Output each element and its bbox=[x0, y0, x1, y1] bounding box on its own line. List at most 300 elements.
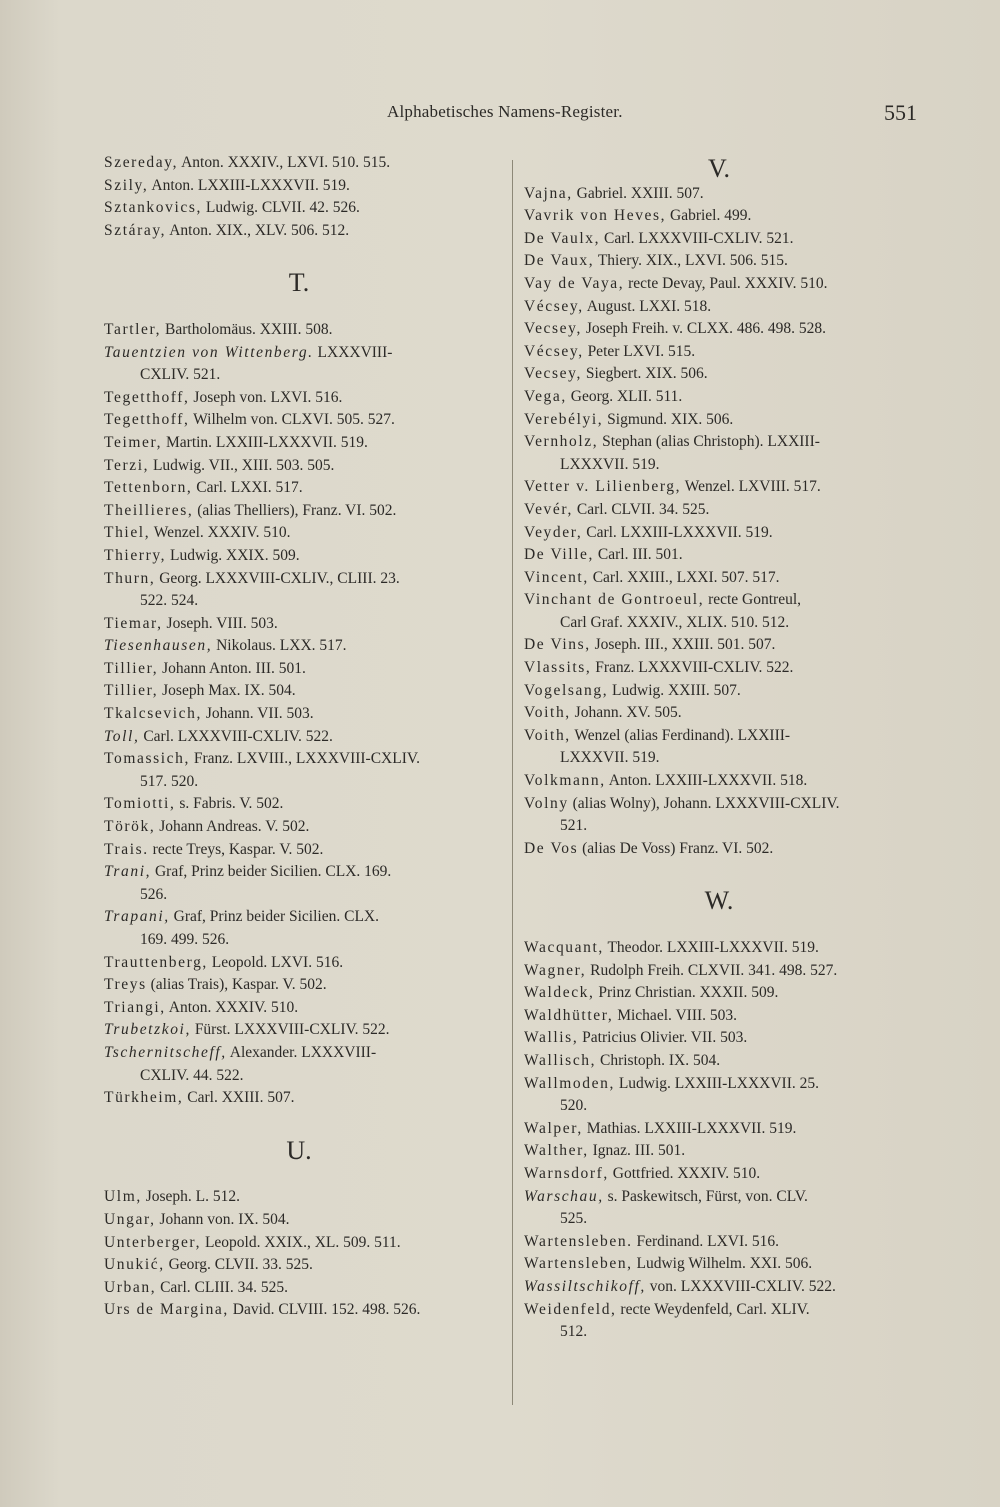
entry-line bbox=[524, 838, 914, 861]
entry-line bbox=[104, 152, 494, 175]
entry-line bbox=[104, 1232, 494, 1255]
entry-line bbox=[524, 634, 914, 657]
entry-details: Carl. LXXI. 517. bbox=[196, 479, 303, 497]
entry-details: LXXXVIII- bbox=[317, 343, 393, 361]
letter-heading-v: V. bbox=[708, 154, 730, 183]
entry-line bbox=[104, 793, 494, 816]
entry-line bbox=[524, 1299, 914, 1322]
entry-line bbox=[104, 1209, 494, 1232]
entry-details: Graf, Prinz beider Sicilien. CLX. 169. bbox=[154, 863, 392, 881]
entry-line bbox=[524, 250, 914, 273]
entry-details: Johann Anton. III. 501. bbox=[162, 659, 306, 677]
register-entry bbox=[524, 770, 914, 793]
entry-name: Terzi, bbox=[104, 456, 150, 474]
register-entry bbox=[524, 680, 914, 703]
register-entry bbox=[524, 657, 914, 680]
entry-name: Tillier, bbox=[104, 682, 159, 700]
entry-details: Franz. LXVIII., LXXXVIII-CXLIV. bbox=[193, 750, 420, 768]
entry-name: Walper, bbox=[524, 1119, 583, 1137]
entry-line bbox=[524, 205, 914, 228]
entry-details: Carl. XXIII. 507. bbox=[187, 1089, 295, 1107]
register-entry bbox=[524, 960, 914, 983]
register-entry bbox=[104, 319, 494, 342]
entry-line bbox=[104, 1254, 494, 1277]
register-entry bbox=[104, 906, 494, 951]
entry-name: Trauttenberg, bbox=[104, 953, 208, 971]
entry-line bbox=[524, 589, 914, 612]
entry-line bbox=[104, 861, 494, 884]
entry-line bbox=[104, 220, 494, 243]
entry-name: Warnsdorf, bbox=[524, 1164, 609, 1182]
entry-line bbox=[104, 1087, 494, 1110]
entry-name: Unukić, bbox=[104, 1256, 165, 1274]
entry-details: Nikolaus. LXX. 517. bbox=[216, 637, 347, 655]
entry-details: Johann Andreas. V. 502. bbox=[159, 818, 310, 836]
entry-line bbox=[524, 409, 914, 432]
entry-continuation: 169. 499. 526. bbox=[140, 931, 230, 948]
register-entry bbox=[104, 1232, 494, 1255]
entry-name: Veyder, bbox=[524, 523, 583, 541]
section-v bbox=[524, 183, 914, 861]
entry-details: Graf, Prinz beider Sicilien. CLX. bbox=[173, 908, 379, 926]
entry-details: Gabriel. XXIII. 507. bbox=[576, 184, 704, 202]
entry-line bbox=[104, 816, 494, 839]
entry-line bbox=[104, 175, 494, 198]
entry-details: Ludwig. CLVII. 42. 526. bbox=[205, 199, 360, 217]
entry-continuation: 526. bbox=[140, 885, 168, 903]
entry-continuation: 521. bbox=[560, 817, 588, 835]
entry-details: Franz. LXXXVIII-CXLIV. 522. bbox=[595, 659, 794, 677]
right-column bbox=[524, 154, 914, 1344]
entry-details: Stephan (alias Christoph). LXXIII- bbox=[602, 433, 820, 451]
entry-line bbox=[524, 1118, 914, 1141]
entry-details: Georg. CLVII. 33. 525. bbox=[168, 1256, 313, 1274]
entry-line bbox=[104, 432, 494, 455]
entry-line bbox=[524, 318, 914, 341]
register-entry bbox=[524, 409, 914, 432]
entry-line bbox=[104, 1186, 494, 1209]
entry-continuation: 522. 524. bbox=[140, 592, 199, 610]
register-entry bbox=[104, 220, 494, 243]
entry-line bbox=[524, 544, 914, 567]
entry-line bbox=[524, 1186, 914, 1209]
entry-line bbox=[104, 635, 494, 658]
section-t bbox=[104, 319, 494, 1110]
entry-continuation: 525. bbox=[560, 1210, 588, 1228]
entry-line bbox=[104, 1299, 494, 1322]
entry-details: Carl. LXXIII-LXXXVII. 519. bbox=[586, 523, 773, 541]
entry-details: Carl. XXIII., LXXI. 507. 517. bbox=[592, 568, 780, 586]
entry-name: Tettenborn, bbox=[104, 479, 193, 497]
entry-name: Voith, bbox=[524, 726, 571, 744]
entry-details: recte Treys, Kaspar. V. 502. bbox=[152, 840, 324, 858]
entry-line bbox=[524, 522, 914, 545]
entry-details: Fürst. LXXXVIII-CXLIV. 522. bbox=[194, 1021, 390, 1039]
entry-name: Vetter v. Lilienberg, bbox=[524, 478, 682, 496]
entry-name: Vay de Vaya, bbox=[524, 274, 625, 292]
entry-name: Tschernitscheff, bbox=[104, 1043, 227, 1061]
entry-line bbox=[104, 455, 494, 478]
register-entry bbox=[524, 1253, 914, 1276]
entry-details: (alias Thelliers), Franz. VI. 502. bbox=[197, 501, 397, 519]
register-entry bbox=[524, 476, 914, 499]
entry-name: De Vins, bbox=[524, 636, 591, 654]
register-entry bbox=[524, 793, 914, 838]
entry-line bbox=[104, 568, 494, 591]
entry-name: Tartler, bbox=[104, 320, 162, 338]
entry-line bbox=[524, 960, 914, 983]
entry-name: Tiemar, bbox=[104, 614, 163, 632]
entry-name: Vécsey, bbox=[524, 342, 584, 360]
register-entry bbox=[104, 997, 494, 1020]
register-entry bbox=[104, 861, 494, 906]
entry-details: Gabriel. 499. bbox=[670, 207, 752, 225]
register-entry bbox=[524, 702, 914, 725]
entry-details: Wenzel. XXXIV. 510. bbox=[153, 524, 291, 542]
entry-line bbox=[104, 726, 494, 749]
register-entry bbox=[104, 793, 494, 816]
register-entry bbox=[104, 545, 494, 568]
entry-details: Anton. XIX., XLV. 506. 512. bbox=[169, 221, 350, 239]
register-entry bbox=[524, 1186, 914, 1231]
register-entry bbox=[524, 1299, 914, 1344]
entry-name: Vlassits, bbox=[524, 659, 592, 677]
entry-name: Tegetthoff, bbox=[104, 388, 190, 406]
register-entry bbox=[524, 341, 914, 364]
entry-continuation: CXLIV. 521. bbox=[140, 366, 221, 384]
register-entry bbox=[524, 544, 914, 567]
entry-name: Trubetzkoi, bbox=[104, 1021, 191, 1039]
letter-heading-w: W. bbox=[704, 886, 734, 916]
entry-name: Ulm, bbox=[104, 1188, 142, 1206]
entry-line bbox=[104, 1277, 494, 1300]
entry-line bbox=[104, 839, 494, 862]
page-number: 551 bbox=[884, 100, 917, 125]
entry-line bbox=[524, 341, 914, 364]
register-entry bbox=[104, 197, 494, 220]
running-title: Alphabetisches Namens-Register. bbox=[387, 102, 623, 121]
register-entry bbox=[524, 982, 914, 1005]
register-entry bbox=[524, 273, 914, 296]
entry-name: Wallis, bbox=[524, 1029, 579, 1047]
entry-details: Joseph. III., XXIII. 501. 507. bbox=[594, 636, 776, 654]
entry-name: Wallmoden, bbox=[524, 1074, 615, 1092]
entry-line bbox=[104, 477, 494, 500]
entry-name: Wacquant, bbox=[524, 939, 604, 956]
entry-name: Walther, bbox=[524, 1142, 589, 1160]
entry-details: Johann. VII. 503. bbox=[205, 705, 314, 723]
entry-details: Alexander. LXXXVIII- bbox=[229, 1043, 377, 1061]
entry-details: Ludwig. VII., XIII. 503. 505. bbox=[152, 456, 335, 474]
entry-line bbox=[524, 982, 914, 1005]
entry-name: Tillier, bbox=[104, 659, 159, 677]
entry-line bbox=[524, 273, 914, 296]
entry-details: Gottfried. XXXIV. 510. bbox=[612, 1164, 761, 1182]
section-s bbox=[104, 152, 494, 242]
entry-name: Trapani, bbox=[104, 908, 170, 926]
entry-continuation: 517. 520. bbox=[140, 772, 199, 790]
entry-line bbox=[524, 476, 914, 499]
entry-name: Vevér, bbox=[524, 500, 574, 518]
entry-details: Johann von. IX. 504. bbox=[159, 1210, 290, 1228]
entry-line bbox=[104, 545, 494, 568]
entry-line bbox=[524, 1027, 914, 1050]
register-entry bbox=[524, 499, 914, 522]
register-entry bbox=[524, 1073, 914, 1118]
entry-name: Thiel, bbox=[104, 524, 151, 542]
entry-line bbox=[104, 748, 494, 771]
entry-line bbox=[524, 937, 914, 960]
entry-name: Volny bbox=[524, 794, 569, 812]
entry-name: Vavrik von Heves, bbox=[524, 207, 667, 225]
entry-continuation: 512. bbox=[560, 1323, 588, 1341]
entry-line bbox=[104, 703, 494, 726]
register-entry bbox=[524, 363, 914, 386]
register-entry bbox=[104, 387, 494, 410]
entry-line bbox=[524, 725, 914, 748]
entry-details: Wenzel (alias Ferdinand). LXXIII- bbox=[574, 726, 791, 744]
entry-line bbox=[524, 680, 914, 703]
entry-name: Wallisch, bbox=[524, 1051, 597, 1069]
entry-continuation: 520. bbox=[560, 1097, 588, 1115]
entry-line bbox=[524, 363, 914, 386]
register-entry bbox=[104, 635, 494, 658]
entry-line bbox=[524, 499, 914, 522]
entry-line bbox=[104, 500, 494, 523]
entry-continuation: CXLIV. 44. 522. bbox=[140, 1066, 244, 1084]
register-entry bbox=[104, 1087, 494, 1110]
entry-details: Wilhelm von. CLXVI. 505. 527. bbox=[193, 411, 395, 429]
entry-details: Ignaz. III. 501. bbox=[592, 1142, 686, 1160]
entry-line bbox=[104, 906, 494, 929]
register-entry bbox=[524, 589, 914, 634]
register-entry bbox=[524, 205, 914, 228]
entry-name: Teimer, bbox=[104, 433, 163, 451]
register-entry bbox=[104, 1209, 494, 1232]
entry-line bbox=[524, 228, 914, 251]
register-entry bbox=[104, 175, 494, 198]
entry-line bbox=[524, 296, 914, 319]
entry-line bbox=[524, 567, 914, 590]
register-entry bbox=[524, 250, 914, 273]
register-entry bbox=[524, 1163, 914, 1186]
register-entry bbox=[524, 1231, 914, 1254]
letter-heading-u: U. bbox=[286, 1135, 312, 1165]
entry-line bbox=[524, 1276, 914, 1299]
entry-details: Thiery. XIX., LXVI. 506. 515. bbox=[597, 252, 788, 270]
register-entry bbox=[104, 703, 494, 726]
register-entry bbox=[524, 1027, 914, 1050]
entry-line bbox=[524, 1050, 914, 1073]
entry-line bbox=[524, 1005, 914, 1028]
entry-name: Sztáray, bbox=[104, 221, 167, 239]
register-entry bbox=[104, 839, 494, 862]
entry-line bbox=[104, 613, 494, 636]
entry-details: von. LXXXVIII-CXLIV. 522. bbox=[649, 1277, 836, 1295]
entry-name: Vecsey, bbox=[524, 365, 582, 383]
register-entry bbox=[524, 296, 914, 319]
register-entry bbox=[524, 1005, 914, 1028]
entry-name: Weidenfeld, bbox=[524, 1300, 617, 1318]
left-column bbox=[104, 152, 494, 1322]
entry-details: Ludwig. XXIX. 509. bbox=[170, 546, 300, 564]
entry-details: Peter LXVI. 515. bbox=[587, 342, 696, 360]
entry-line bbox=[524, 1073, 914, 1096]
entry-details: Carl. CLVII. 34. 525. bbox=[576, 500, 710, 518]
entry-name: De Vaulx, bbox=[524, 229, 601, 247]
entry-details: (alias Trais), Kaspar. V. 502. bbox=[150, 976, 327, 994]
entry-details: Christoph. IX. 504. bbox=[600, 1051, 721, 1069]
register-entry bbox=[104, 1019, 494, 1042]
entry-name: Trais. bbox=[104, 840, 149, 858]
register-entry bbox=[524, 937, 914, 960]
entry-details: s. Fabris. V. 502. bbox=[179, 795, 284, 813]
entry-details: August. LXXI. 518. bbox=[586, 297, 712, 315]
entry-details: Ludwig. XXIII. 507. bbox=[612, 681, 741, 699]
entry-line bbox=[524, 702, 914, 725]
entry-details: (alias Wolny), Johann. LXXXVIII-CXLIV. bbox=[572, 794, 840, 812]
entry-name: Vega, bbox=[524, 387, 567, 405]
register-entry bbox=[104, 477, 494, 500]
entry-name: Thurn, bbox=[104, 569, 156, 587]
register-entry bbox=[104, 658, 494, 681]
entry-name: Szily, bbox=[104, 176, 149, 194]
register-entry bbox=[104, 952, 494, 975]
entry-name: Theillieres, bbox=[104, 501, 194, 519]
entry-details: Anton. XXXIV. 510. bbox=[168, 998, 299, 1016]
entry-line bbox=[524, 386, 914, 409]
entry-name: Waldeck, bbox=[524, 984, 595, 1002]
entry-details: Joseph Max. IX. 504. bbox=[162, 682, 296, 700]
register-entry bbox=[104, 152, 494, 175]
entry-details: Theodor. LXXIII-LXXXVII. 519. bbox=[607, 939, 819, 956]
entry-name: Voith, bbox=[524, 704, 571, 722]
entry-line bbox=[104, 952, 494, 975]
entry-continuation: Carl Graf. XXXIV., XLIX. 510. 512. bbox=[560, 613, 790, 631]
entry-line bbox=[104, 680, 494, 703]
entry-details: Johann. XV. 505. bbox=[574, 704, 682, 722]
entry-name: Tomiotti, bbox=[104, 795, 176, 813]
entry-details: Rudolph Freih. CLXVII. 341. 498. 527. bbox=[590, 961, 838, 979]
letter-heading-t: T. bbox=[288, 268, 310, 298]
register-entry bbox=[524, 567, 914, 590]
entry-name: De Ville, bbox=[524, 546, 595, 564]
register-entry bbox=[524, 725, 914, 770]
entry-line bbox=[104, 1019, 494, 1042]
register-entry bbox=[524, 1050, 914, 1073]
entry-details: Joseph von. LXVI. 516. bbox=[193, 388, 343, 406]
entry-name: Vécsey, bbox=[524, 297, 584, 315]
entry-name: De Vaux, bbox=[524, 252, 595, 270]
entry-name: Ungar, bbox=[104, 1210, 156, 1228]
entry-details: recte Weydenfeld, Carl. XLIV. bbox=[620, 1300, 810, 1318]
entry-details: recte Gontreul, bbox=[708, 591, 802, 609]
register-entry bbox=[524, 1118, 914, 1141]
register-entry bbox=[524, 228, 914, 251]
entry-details: Georg. LXXXVIII-CXLIV., CLIII. 23. bbox=[159, 569, 400, 587]
register-entry bbox=[104, 342, 494, 387]
entry-line bbox=[524, 1140, 914, 1163]
entry-name: Triangi, bbox=[104, 998, 166, 1016]
entry-details: Siegbert. XIX. 506. bbox=[585, 365, 708, 383]
entry-name: Tauentzien von Wittenberg. bbox=[104, 343, 314, 361]
entry-details: Georg. XLII. 511. bbox=[570, 387, 683, 405]
entry-line bbox=[104, 1042, 494, 1065]
column-divider bbox=[512, 160, 513, 1405]
register-entry bbox=[104, 409, 494, 432]
register-entry bbox=[104, 1254, 494, 1277]
register-entry bbox=[104, 1186, 494, 1209]
entry-name: Vecsey, bbox=[524, 320, 582, 338]
entry-name: Vinchant de Gontroeul, bbox=[524, 591, 705, 609]
register-entry bbox=[524, 318, 914, 341]
entry-name: Vajna, bbox=[524, 184, 573, 202]
register-entry bbox=[104, 816, 494, 839]
entry-name: Urs de Margina, bbox=[104, 1301, 229, 1319]
register-entry bbox=[104, 974, 494, 997]
entry-name: Török, bbox=[104, 818, 156, 836]
entry-continuation: LXXXVII. 519. bbox=[560, 455, 660, 473]
entry-line bbox=[104, 997, 494, 1020]
register-entry bbox=[104, 1277, 494, 1300]
entry-details: Leopold. XXIX., XL. 509. 511. bbox=[204, 1233, 401, 1251]
entry-line bbox=[104, 342, 494, 365]
entry-details: Anton. LXXIII-LXXXVII. 518. bbox=[608, 772, 808, 790]
entry-details: David. CLVIII. 152. 498. 526. bbox=[232, 1301, 421, 1319]
register-entry bbox=[524, 431, 914, 476]
entry-name: Tiesenhausen, bbox=[104, 637, 213, 655]
entry-details: Carl. LXXXVIII-CXLIV. 522. bbox=[143, 727, 333, 745]
entry-name: Thierry, bbox=[104, 546, 167, 564]
entry-name: Waldhütter, bbox=[524, 1006, 614, 1024]
register-entry bbox=[104, 455, 494, 478]
entry-name: Tkalcsevich, bbox=[104, 705, 202, 723]
entry-continuation: LXXXVII. 519. bbox=[560, 749, 660, 767]
register-entry bbox=[524, 1276, 914, 1299]
entry-name: Vincent, bbox=[524, 568, 589, 586]
entry-details: Patricius Olivier. VII. 503. bbox=[582, 1029, 748, 1047]
entry-name: Sztankovics, bbox=[104, 199, 202, 217]
entry-name: Verebélyi, bbox=[524, 410, 604, 428]
entry-details: Mathias. LXXIII-LXXXVII. 519. bbox=[586, 1119, 797, 1137]
register-entry bbox=[524, 183, 914, 206]
section-u bbox=[104, 1186, 494, 1322]
entry-details: Anton. LXXIII-LXXXVII. 519. bbox=[151, 176, 350, 194]
entry-name: Vogelsang, bbox=[524, 681, 609, 699]
register-entry bbox=[104, 500, 494, 523]
entry-name: Warschau, bbox=[524, 1187, 604, 1205]
entry-name: Tomassich, bbox=[104, 750, 190, 768]
entry-name: Treys bbox=[104, 976, 147, 994]
entry-line bbox=[104, 974, 494, 997]
entry-details: Martin. LXXIII-LXXXVII. 519. bbox=[166, 433, 368, 451]
entry-line bbox=[524, 793, 914, 816]
entry-line bbox=[524, 770, 914, 793]
entry-details: Ferdinand. LXVI. 516. bbox=[636, 1232, 780, 1250]
register-entry bbox=[524, 386, 914, 409]
entry-details: Leopold. LXVI. 516. bbox=[211, 953, 344, 971]
entry-name: Urban, bbox=[104, 1278, 157, 1296]
register-entry bbox=[104, 1042, 494, 1087]
entry-details: Anton. XXXIV., LXVI. 510. 515. bbox=[181, 154, 391, 171]
entry-line bbox=[104, 197, 494, 220]
entry-details: (alias De Voss) Franz. VI. 502. bbox=[582, 839, 774, 857]
entry-name: Wagner, bbox=[524, 961, 587, 979]
entry-details: Ludwig. LXXIII-LXXXVII. 25. bbox=[618, 1074, 819, 1092]
entry-details: Bartholomäus. XXIII. 508. bbox=[165, 320, 333, 338]
entry-details: Carl. III. 501. bbox=[597, 546, 683, 564]
register-entry bbox=[104, 568, 494, 613]
